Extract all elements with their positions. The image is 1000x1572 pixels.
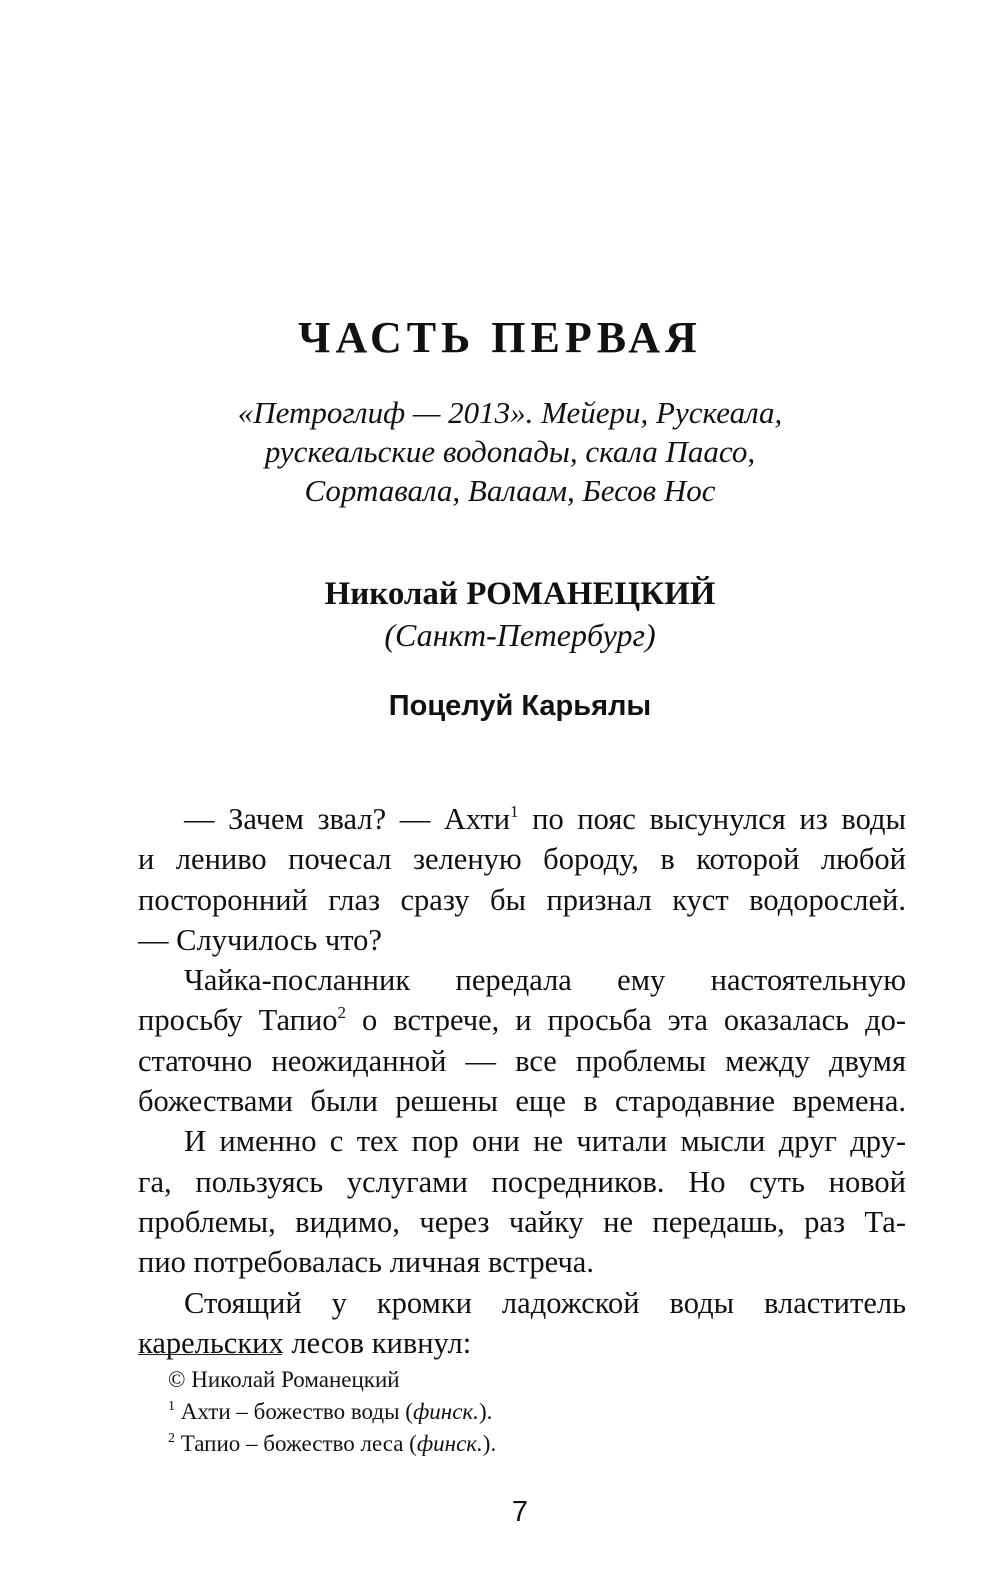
body-line: и лениво почесал зеленую бороду, в которой любой [138, 842, 906, 877]
footnote-1 [168, 1396, 496, 1428]
story-body [138, 799, 906, 1363]
body-line: карельских лесов кивнул: [138, 1325, 472, 1360]
author-first-name: Николай [324, 576, 458, 612]
footnote-end: ). [482, 1431, 497, 1456]
footnote-italic: финск. [416, 1431, 483, 1456]
footnote-ref-2: 2 [337, 1003, 347, 1023]
body-line: Стоящий у кромки ладожской воды властитель [184, 1285, 906, 1320]
story-title: Поцелуй Карьялы [388, 690, 652, 722]
subtitle-line: Сортавала, Валаам, Бесов Нос [304, 473, 716, 508]
part-title: ЧАСТЬ ПЕРВАЯ [298, 313, 702, 362]
body-line: божествами были решены еще в стародавние времена. [138, 1084, 906, 1119]
subtitle-line: «Петроглиф — 2013». Мейери, Рускеала, [237, 395, 783, 430]
footnote-marker: 1 [168, 1399, 175, 1414]
subtitle-line: рускеальские водопады, скала Паасо, [264, 434, 756, 469]
footnotes [168, 1364, 496, 1460]
footnote-text: Ахти – божество воды ( [175, 1399, 413, 1424]
body-line: И именно с тех пор они не читали мысли друг дру- [184, 1124, 906, 1159]
body-line: Чайка-посланник передала ему настоятельную [184, 963, 906, 998]
footnote-ref-1: 1 [510, 802, 519, 821]
body-line-text: о встрече, и просьба эта оказалась до- [346, 1003, 906, 1038]
body-line [138, 799, 906, 839]
body-line: статочно неожиданной — все проблемы между двумя [138, 1043, 906, 1078]
body-line-text: по пояс высунулся из воды [518, 802, 906, 836]
footnote-text: Тапио – божество леса ( [175, 1431, 417, 1456]
footnote-divider [138, 1354, 282, 1355]
body-line: га, пользуясь услугами посредников. Но суть новой [138, 1164, 906, 1199]
body-line-text: просьбу Тапио [138, 1003, 338, 1038]
footnote-2 [168, 1428, 496, 1460]
footnote-end: ). [478, 1399, 493, 1424]
body-line [138, 1000, 906, 1040]
author-last-name: РОМАНЕЦКИЙ [466, 576, 716, 612]
author-name [0, 576, 1000, 613]
body-line: посторонний глаз сразу бы признал куст водорослей. [138, 882, 906, 917]
body-line: пио потребовалась личная встреча. [138, 1245, 594, 1280]
part-subtitle [120, 393, 900, 510]
body-line: проблемы, видимо, через чайку не передашь, раз Та- [138, 1204, 906, 1239]
page-number: 7 [511, 1496, 529, 1528]
footnote-italic: финск. [412, 1399, 479, 1424]
footnote-marker: 2 [168, 1431, 175, 1446]
copyright-note: © Николай Романецкий [168, 1367, 400, 1392]
body-line-text: — Зачем звал? — Ахти [184, 802, 511, 836]
author-city: (Санкт-Петербург) [384, 617, 656, 653]
body-line: — Случилось что? [138, 922, 382, 957]
